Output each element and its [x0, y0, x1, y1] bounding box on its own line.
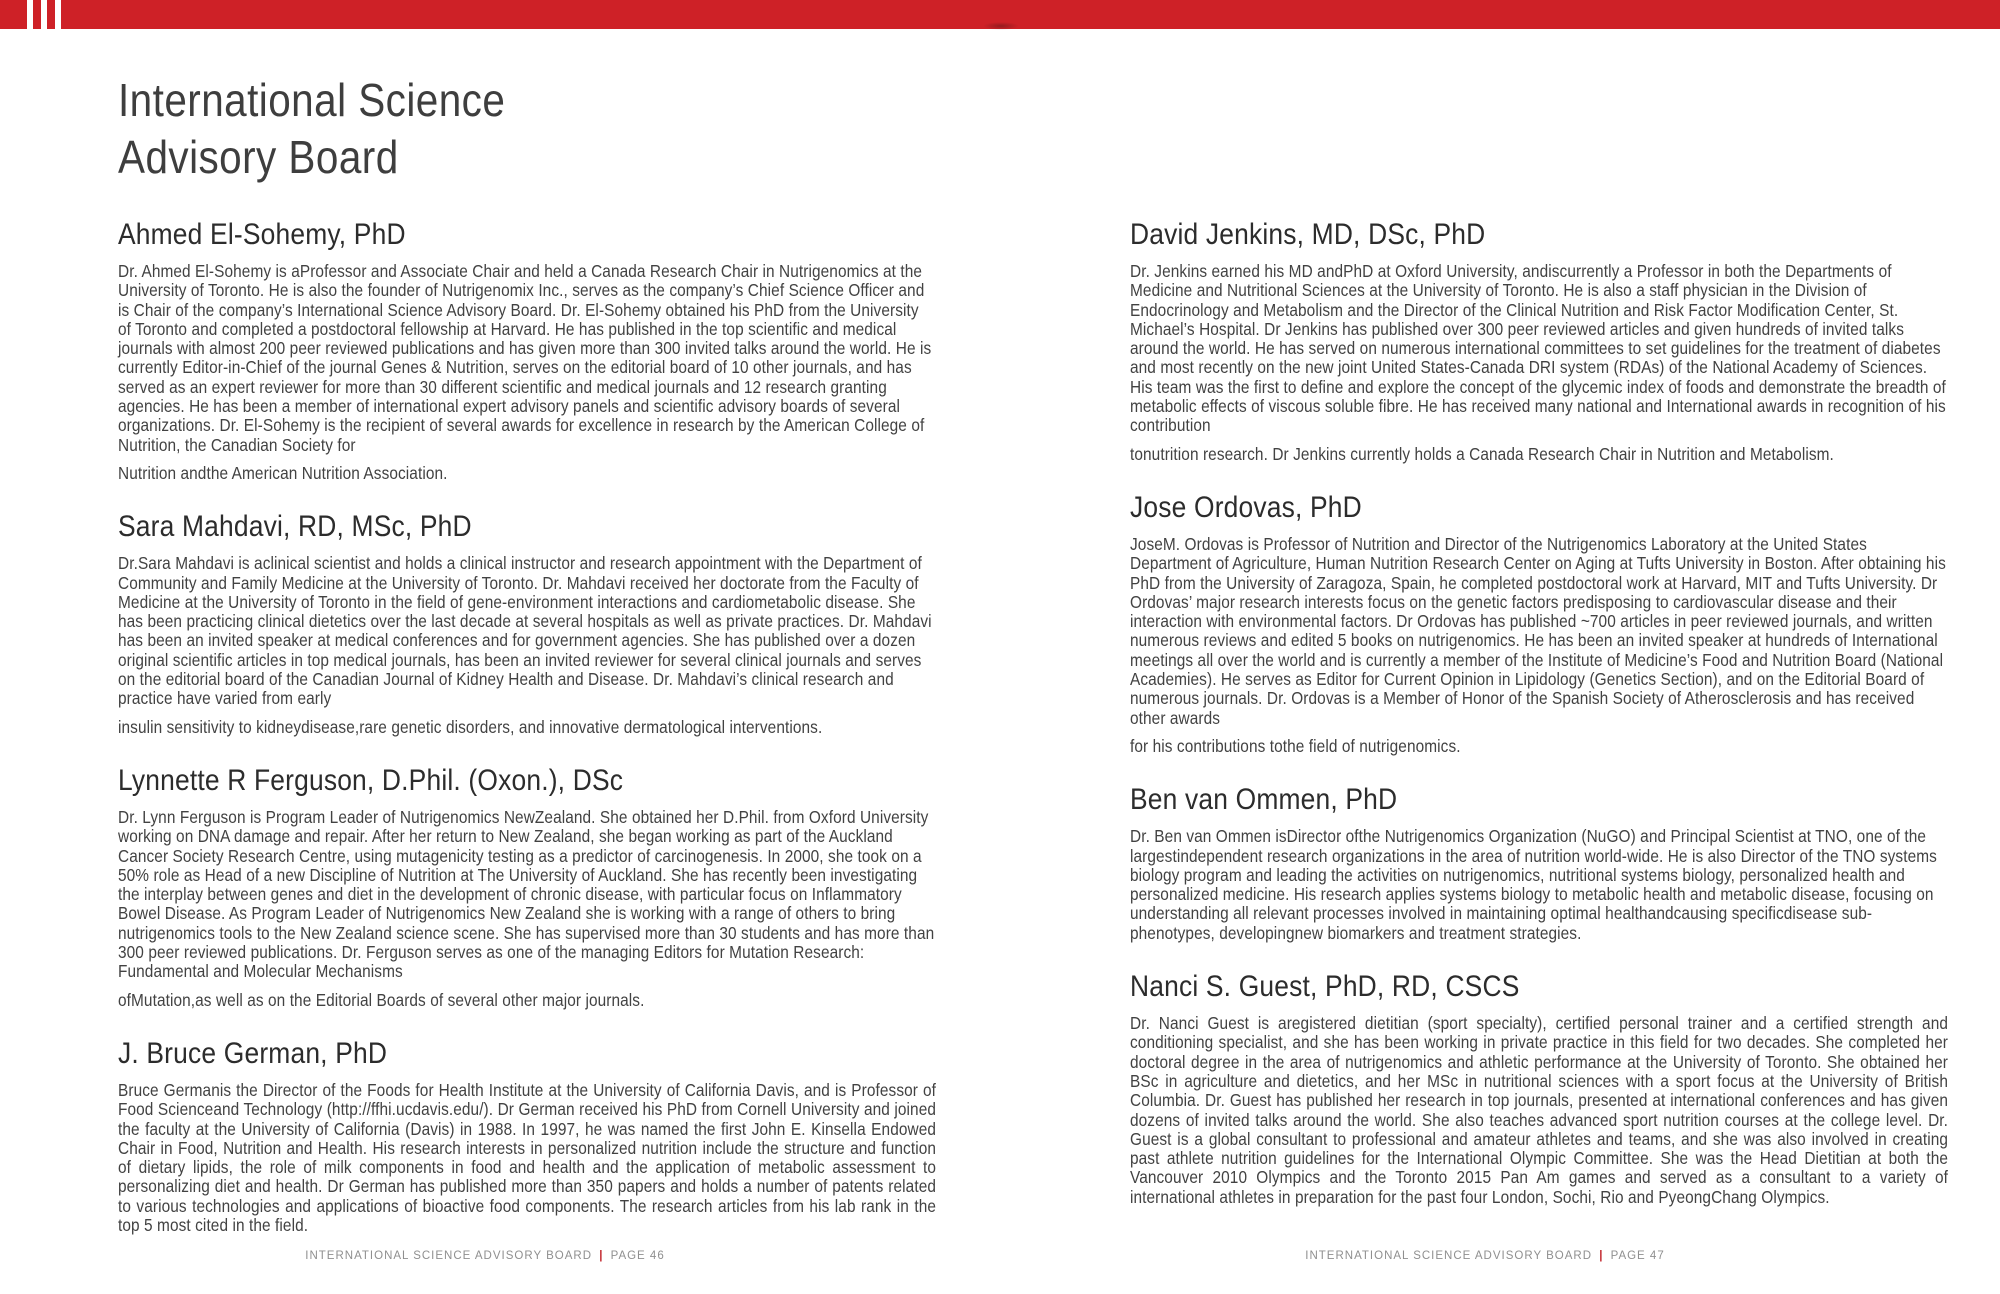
bio-paragraph: Bruce Germanis the Director of the Foods for Health Institute at the University of California Davis, and is Professor of Food Scienceand Technology (http://ffhi.ucdavis.edu/). Dr German received his PhD from Cornell University and joined the faculty at the University of California (Davis) in 1988. In 1997, he was named the first John E. Kinsella Endowed Chair in Food, Nutrition and Health. His research interests in personalized nutrition include the structure and function of dietary lipids, the role of milk components in food and health and the application of metabolic assessment to personalizing diet and health. Dr German has published more than 350 papers and holds a number of patents related to various technologies and applications of bioactive food components. The research articles from his lab rank in the top 5 most cited in the field. [118, 1079, 937, 1235]
footer-separator: | [1599, 1250, 1604, 1262]
bio-heading-lynnette-ferguson: Lynnette R Ferguson, D.Phil. (Oxon.), DSc [118, 763, 624, 797]
header-stripe-1 [27, 0, 33, 29]
header-stripe-2 [41, 0, 47, 29]
footer-separator: | [599, 1250, 604, 1262]
footer-page-47 [985, 1250, 1985, 1262]
footer-label: INTERNATIONAL SCIENCE ADVISORY BOARD [1305, 1250, 1592, 1262]
bio-section-bruce-german [118, 1037, 936, 1235]
bio-paragraph: Dr. Ahmed El-Sohemy is aProfessor and Associate Chair and held a Canada Research Chair in Nutrigenomics at the University of Toronto. He is also the founder of Nutrigenomix Inc., serves as the company’s Chief Science Officer and is Chair of the company’s International Science Advisory Board. Dr. El-Sohemy obtained his PhD from the University of Toronto and completed a postdoctoral fellowship at Harvard. He has published in the top scientific and medical journals with almost 200 peer reviewed publications and has given more than 300 invited talks around the world. He is currently Editor-in-Chief of the journal Genes & Nutrition, serves on the editorial board of 10 other journals, and has served as an expert reviewer for more than 30 different scientific and medical journals and 12 research granting agencies. He has been a member of international expert advisory panels and scientific advisory boards of several organizations. Dr. El-Sohemy is the recipient of several awards for excellence in research by the American College of Nutrition, the Canadian Society for [118, 261, 932, 455]
bio-heading-ben-van-ommen: Ben van Ommen, PhD [1130, 783, 1398, 817]
header-stripe-3 [55, 0, 61, 29]
bio-heading-david-jenkins: David Jenkins, MD, DSc, PhD [1130, 218, 1486, 251]
bio-section-sara-mahdavi [118, 510, 936, 737]
footer-label: INTERNATIONAL SCIENCE ADVISORY BOARD [305, 1250, 592, 1262]
bio-paragraph: Nutrition andthe American Nutrition Association. [118, 462, 448, 483]
footer-page-46 [0, 1250, 985, 1262]
bio-paragraph: Dr. Lynn Ferguson is Program Leader of Nutrigenomics NewZealand. She obtained her D.Phil. from Oxford University working on DNA damage and repair. After her return to New Zealand, she began working as part of the Auckland Cancer Society Research Centre, using mutagenicity testing as a predictor of carcinogenesis. In 2000, she took on a 50% role as Head of a new Discipline of Nutrition at The University of Auckland. She has recently been investigating the interplay between genes and diet in the development of chronic disease, with particular focus on Inflammatory Bowel Disease. As Program Leader of Nutrigenomics New Zealand she is working with a range of others to bring nutrigenomics tools to the New Zealand science scene. She has supervised more than 30 students and has more than 300 peer reviewed publications. Dr. Ferguson serves as one of the managing Editors for Mutation Research: Fundamental and Molecular Mechanisms [118, 806, 935, 982]
footer-page-number: PAGE 46 [610, 1250, 665, 1262]
bio-section-ahmed-el-sohemy [118, 218, 936, 483]
bio-paragraph: ofMutation,as well as on the Editorial Boards of several other major journals. [118, 989, 645, 1010]
page-46-column [118, 0, 936, 1235]
bio-section-jose-ordovas [1130, 491, 1948, 756]
bio-paragraph: Dr. Jenkins earned his MD andPhD at Oxford University, andiscurrently a Professor in both the Departments of Medicine and Nutritional Sciences at the University of Toronto. He is also a staff physician in the Division of Endocrinology and Metabolism and the Director of the Clinical Nutrition and Risk Factor Modification Center, St. Michael’s Hospital. Dr Jenkins has published over 300 peer reviewed articles and given hundreds of invited talks around the world. He has served on numerous international committees to set guidelines for the treatment of diabetes and most recently on the new joint United States-Canada DRI system (RDAs) of the National Academy of Sciences. His team was the first to define and explore the concept of the glycemic index of foods and demonstrate the breadth of metabolic effects of viscous soluble fibre. He has received many national and International awards in recognition of his contribution [1130, 261, 1946, 436]
footer-page-number: PAGE 47 [1610, 1250, 1665, 1262]
page-47-column [1130, 0, 1948, 1207]
page-title-line-1: International Science [118, 74, 506, 126]
bio-section-ben-van-ommen [1130, 783, 1948, 943]
bio-heading-ahmed-el-sohemy: Ahmed El-Sohemy, PhD [118, 218, 406, 251]
bio-section-lynnette-ferguson [118, 764, 936, 1010]
bio-heading-sara-mahdavi: Sara Mahdavi, RD, MSc, PhD [118, 510, 472, 544]
bio-paragraph: Dr.Sara Mahdavi is aclinical scientist and holds a clinical instructor and research appointment with the Department of Community and Family Medicine at the University of Toronto. Dr. Mahdavi received her doctorate from the Faculty of Medicine at the University of Toronto in the field of gene-environment interactions and cardiometabolic disease. She has been practicing clinical dietetics over the last decade at several hospitals as well as private practices. Dr. Mahdavi has been an invited speaker at medical conferences and for government agencies. She has published over a dozen original scientific articles in top medical journals, has been an invited reviewer for several clinical journals and serves on the editorial board of the Canadian Journal of Kidney Health and Disease. Dr. Mahdavi’s clinical research and practice have varied from early [118, 553, 932, 709]
bio-section-david-jenkins [1130, 218, 1948, 464]
bio-paragraph: JoseM. Ordovas is Professor of Nutrition and Director of the Nutrigenomics Laboratory at the United States Department of Agriculture, Human Nutrition Research Center on Aging at Tufts University in Boston. After obtaining his PhD from the University of Zaragoza, Spain, he completed postdoctoral work at Harvard, MIT and Tufts University. Dr Ordovas’ major research interests focus on the genetic factors predisposing to cardiovascular disease and their interaction with environmental factors. Dr Ordovas has published ~700 articles in peer reviewed journals, and written numerous reviews and edited 5 books on nutrigenomics. He has been an invited speaker at hundreds of International meetings all over the world and is currently a member of the Institute of Medicine’s Food and Nutrition Board (National Academies). He serves as Editor for Current Opinion in Lipidology (Genetics Section), and on the Editorial Board of numerous journals. Dr. Ordovas is a Member of Honor of the Spanish Society of Atherosclerosis and has received other awards [1130, 533, 1946, 728]
bio-heading-nanci-guest: Nanci S. Guest, PhD, RD, CSCS [1130, 970, 1520, 1004]
bio-heading-jose-ordovas: Jose Ordovas, PhD [1130, 490, 1362, 524]
page-spine-shadow [983, 22, 1019, 30]
bio-heading-bruce-german: J. Bruce German, PhD [118, 1036, 388, 1070]
bio-paragraph: tonutrition research. Dr Jenkins currently holds a Canada Research Chair in Nutrition and Metabolism. [1130, 443, 1834, 464]
bio-paragraph: insulin sensitivity to kidneydisease,rare genetic disorders, and innovative dermatological interventions. [118, 716, 823, 737]
page-title [118, 72, 936, 186]
bio-paragraph: Dr. Nanci Guest is aregistered dietitian (sport specialty), certified personal trainer and a certified strength and conditioning specialist, and she has been working in private practice in this field for two decades. She completed her doctoral degree in the area of nutrigenomics and athletic performance at the University of Toronto. She obtained her BSc in agriculture and dietetics, and her MSc in nutritional sciences with a sport focus at the University of British Columbia. Dr. Guest has published her research in top journals, presented at international conferences and has given dozens of invited talks around the world. She also teaches advanced sport nutrition courses at the college level. Dr. Guest is a global consultant to professional and amateur athletes and teams, and she was also involved in creating past athlete nutrition guidelines for the International Olympic Committee. She was the Head Dietitian at both the Vancouver 2010 Olympics and the Toronto 2015 Pan Am games and served as a consultant to a variety of international athletes in preparation for the past four London, Sochi, Rio and PyeongChang Olympics. [1130, 1013, 1949, 1207]
bio-section-nanci-guest [1130, 970, 1948, 1207]
page-title-line-2: Advisory Board [118, 131, 399, 183]
bio-paragraph: Dr. Ben van Ommen isDirector ofthe Nutrigenomics Organization (NuGO) and Principal Scientist at TNO, one of the largestindependent research organizations in the area of nutrition world-wide. He is also Director of the TNO systems biology program and leading the activities on nutrigenomics, nutritional systems biology, personalized health and personalized medicine. His research applies systems biology to metabolic health and metabolic disease, focusing on understanding all relevant processes involved in maintaining optimal healthandcausing specificdisease sub-phenotypes, developingnew biomarkers and treatment strategies. [1130, 826, 1937, 943]
bio-paragraph: for his contributions tothe field of nutrigenomics. [1130, 735, 1461, 756]
